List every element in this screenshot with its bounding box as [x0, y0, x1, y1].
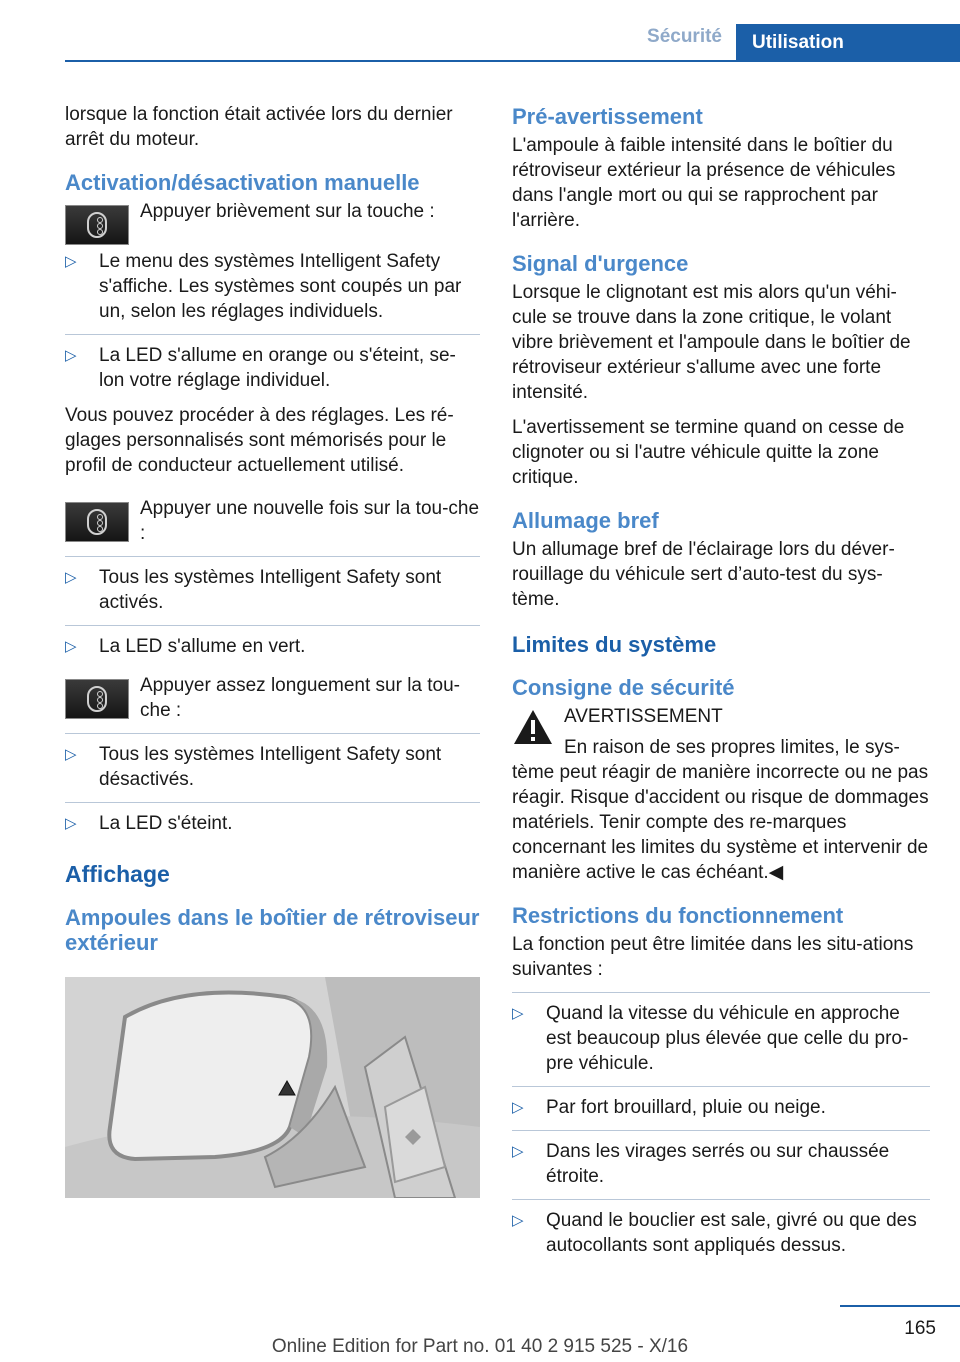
- heading-limites: Limites du système: [512, 632, 717, 657]
- signal-paragraph-1: Lorsque le clignotant est mis alors qu'un véhi‐cule se trouve dans la zone critique, le volant vibre brièvement et l'ampoule dans le boîtier de rétroviseur extérieur s'allume avec une forte intensité.: [512, 282, 911, 403]
- button-instruction-3: [65, 673, 480, 723]
- intelligent-safety-button-icon: [65, 679, 129, 719]
- heading-pre-avertissement: Pré-avertissement: [512, 104, 703, 129]
- heading-signal-urgence: Signal d'urgence: [512, 251, 689, 276]
- list-item: ▷ Par fort brouillard, pluie ou neige.: [512, 1086, 930, 1120]
- warning-text: En raison de ses propres limites, le sys‐tème peut réagir de manière incorrecte ou ne pas réagir. Risque d'accident ou risque de dommages matériels. Tenir compte des re‐marques concernant les limites du système et intervenir de manière active le cas échéant.◀: [512, 737, 929, 883]
- triangle-bullet-icon: ▷: [65, 253, 77, 270]
- header-rule: [65, 60, 960, 62]
- heading-consigne: Consigne de sécurité: [512, 675, 735, 700]
- triangle-bullet-icon: ▷: [512, 1005, 524, 1022]
- left-column: [65, 102, 480, 1203]
- intelligent-safety-button-icon: [65, 205, 129, 245]
- tab-securite[interactable]: Sécurité: [647, 26, 722, 47]
- triangle-bullet-icon: ▷: [512, 1212, 524, 1229]
- list-item: ▷ Tous les systèmes Intelligent Safety sont activés.: [65, 556, 480, 615]
- list-item: ▷ La LED s'allume en vert.: [65, 625, 480, 659]
- signal-paragraph-2: L'avertissement se termine quand on cesse de clignoter ou si l'autre véhicule quitte la zone critique.: [512, 417, 905, 488]
- button-instruction-text: Appuyer brièvement sur la touche :: [140, 201, 435, 222]
- triangle-bullet-icon: ▷: [512, 1143, 524, 1160]
- warning-block: [512, 704, 930, 729]
- page-number: 165: [904, 1318, 936, 1339]
- bullet-list: [65, 733, 480, 836]
- list-item: ▷ Le menu des systèmes Intelligent Safety s'affiche. Les systèmes sont coupés un par un, selon les réglages individuels.: [65, 251, 462, 322]
- reglages-paragraph: Vous pouvez procéder à des réglages. Les ré‐glages personnalisés sont mémorisés pour le profil de conducteur actuellement utilisé.: [65, 405, 454, 476]
- bullet-list: [65, 556, 480, 659]
- heading-allumage-bref: Allumage bref: [512, 508, 659, 533]
- restrictions-paragraph: La fonction peut être limitée dans les situ‐ations suivantes :: [512, 934, 914, 980]
- list-item: ▷ Dans les virages serrés ou sur chaussée étroite.: [512, 1130, 930, 1189]
- edition-footer: Online Edition for Part no. 01 40 2 915 525 - X/16: [271, 1336, 689, 1357]
- button-instruction-2: [65, 496, 480, 546]
- heading-ampoules: Ampoules dans le boîtier de rétroviseur extérieur: [65, 905, 480, 955]
- warning-title: AVERTISSEMENT: [564, 706, 723, 727]
- allumage-paragraph: Un allumage bref de l'éclairage lors du déver‐rouillage du véhicule sert d’auto-test du sys‐tème.: [512, 539, 895, 610]
- list-item: ▷ Quand le bouclier est sale, givré ou que des autocollants sont appliqués dessus.: [512, 1199, 930, 1258]
- button-instruction-1: [65, 199, 480, 243]
- warning-triangle-icon: [512, 708, 554, 746]
- intelligent-safety-button-icon: [65, 502, 129, 542]
- list-item: ▷ Tous les systèmes Intelligent Safety sont désactivés.: [65, 733, 480, 792]
- heading-restrictions: Restrictions du fonctionnement: [512, 903, 844, 928]
- pre-avertissement-paragraph: L'ampoule à faible intensité dans le boîtier du rétroviseur extérieur la présence de véhicules dans l'angle mort ou qui se rapprochent par l'arrière.: [512, 135, 896, 231]
- triangle-bullet-icon: ▷: [65, 746, 77, 763]
- heading-activation: Activation/désactivation manuelle: [65, 170, 420, 195]
- footer-rule: [840, 1305, 960, 1307]
- triangle-bullet-icon: ▷: [65, 569, 77, 586]
- button-instruction-text: Appuyer assez longuement sur la tou‐che :: [140, 675, 461, 721]
- triangle-bullet-icon: ▷: [65, 815, 77, 832]
- intro-paragraph: lorsque la fonction était activée lors du dernier arrêt du moteur.: [65, 104, 453, 150]
- list-item: ▷ La LED s'éteint.: [65, 802, 480, 836]
- tab-utilisation[interactable]: Utilisation: [736, 24, 960, 62]
- triangle-bullet-icon: ▷: [65, 638, 77, 655]
- restrictions-list: [512, 992, 930, 1258]
- heading-affichage: Affichage: [65, 861, 170, 887]
- triangle-bullet-icon: ▷: [512, 1099, 524, 1116]
- button-instruction-text: Appuyer une nouvelle fois sur la tou‐che :: [140, 498, 480, 544]
- list-item: ▷ Quand la vitesse du véhicule en approche est beaucoup plus élevée que celle du pro‐pre véhicule.: [512, 992, 930, 1076]
- side-mirror-illustration: [65, 977, 480, 1198]
- triangle-bullet-icon: ▷: [65, 347, 77, 364]
- bullet-list: [65, 334, 480, 393]
- list-item: ▷ La LED s'allume en orange ou s'éteint, se‐lon votre réglage individuel.: [65, 334, 480, 393]
- right-column: [512, 102, 930, 1268]
- nested-list: [65, 249, 480, 324]
